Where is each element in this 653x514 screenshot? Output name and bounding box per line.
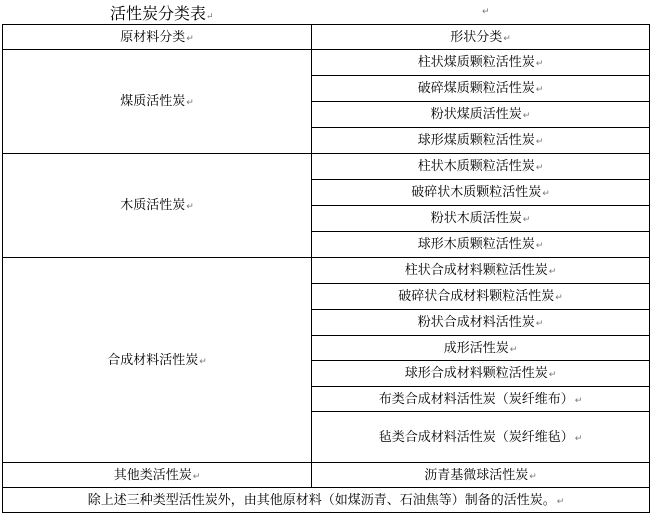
paragraph-mark-icon: ↵ — [535, 137, 544, 147]
paragraph-mark-icon: ↵ — [535, 59, 544, 69]
group-name-other: 其他类活性炭↵ — [3, 463, 312, 488]
paragraph-mark-icon: ↵ — [199, 356, 207, 367]
shape-cell: 柱状煤质颗粒活性炭↵ — [312, 50, 650, 76]
paragraph-mark-icon: ↵ — [542, 189, 550, 199]
classification-table — [2, 24, 650, 513]
paragraph-mark-icon: ↵ — [574, 395, 583, 406]
paragraph-mark-icon: ↵ — [548, 370, 557, 380]
paragraph-mark-icon: ↵ — [186, 33, 194, 44]
table-row — [3, 258, 650, 284]
table-row — [3, 154, 650, 180]
group-name-coal: 煤质活性炭↵ — [3, 50, 312, 154]
paragraph-mark-icon: ↵ — [192, 471, 201, 482]
paragraph-mark-icon: ↵ — [535, 163, 544, 173]
header-shape: 形状分类↵ — [312, 25, 650, 50]
shape-cell: 柱状木质颗粒活性炭↵ — [312, 154, 650, 180]
footnote-row — [3, 488, 650, 513]
shape-cell: 沥青基微球活性炭↵ — [312, 463, 650, 488]
shape-cell: 粉状煤质活性炭↵ — [312, 102, 650, 128]
paragraph-mark-icon: ↵ — [522, 215, 531, 225]
paragraph-mark-icon: ↵ — [535, 241, 544, 251]
table-row — [3, 50, 650, 76]
group-name-synthetic: 合成材料活性炭↵ — [3, 258, 312, 463]
paragraph-mark-icon: ↵ — [535, 319, 544, 329]
paragraph-mark-icon: ↵ — [556, 496, 565, 507]
paragraph-mark-icon: ↵ — [522, 111, 531, 121]
group-name-wood: 木质活性炭↵ — [3, 154, 312, 258]
shape-cell: 破碎状木质颗粒活性炭↵ — [312, 180, 650, 206]
shape-cell: 破碎状合成材料颗粒活性炭↵ — [312, 284, 650, 310]
table-row — [3, 463, 650, 488]
paragraph-mark-icon: ↵ — [529, 471, 537, 482]
paragraph-mark-icon: ↵ — [186, 202, 194, 212]
shape-cell: 球形合成材料颗粒活性炭↵ — [312, 361, 650, 387]
shape-cell: 毡类合成材料活性炭（炭纤维毡）↵ — [312, 412, 650, 463]
shape-cell: 粉状合成材料活性炭↵ — [312, 310, 650, 336]
paragraph-mark-icon: ↵ — [482, 7, 490, 17]
paragraph-mark-icon: ↵ — [548, 267, 557, 277]
paragraph-mark-icon: ↵ — [186, 98, 194, 108]
paragraph-mark-icon: ↵ — [206, 12, 214, 22]
table-title: 活性炭分类表↵ — [110, 4, 214, 23]
shape-cell: 柱状合成材料颗粒活性炭↵ — [312, 258, 650, 284]
paragraph-mark-icon: ↵ — [509, 344, 518, 355]
shape-cell: 布类合成材料活性炭（炭纤维布）↵ — [312, 387, 650, 412]
shape-cell: 球形煤质颗粒活性炭↵ — [312, 128, 650, 154]
shape-cell: 球形木质颗粒活性炭↵ — [312, 232, 650, 258]
paragraph-mark-icon: ↵ — [574, 433, 583, 444]
paragraph-mark-icon: ↵ — [535, 85, 544, 95]
paragraph-mark-icon: ↵ — [555, 293, 563, 303]
shape-cell: 成形活性炭↵ — [312, 336, 650, 361]
table-header-row — [3, 25, 650, 50]
shape-cell: 破碎煤质颗粒活性炭↵ — [312, 76, 650, 102]
shape-cell: 粉状木质活性炭↵ — [312, 206, 650, 232]
header-raw-material: 原材料分类↵ — [3, 25, 312, 50]
paragraph-mark-icon: ↵ — [503, 33, 511, 44]
footnote: 除上述三种类型活性炭外，由其他原材料（如煤沥青、石油焦等）制备的活性炭。↵ — [3, 488, 650, 513]
